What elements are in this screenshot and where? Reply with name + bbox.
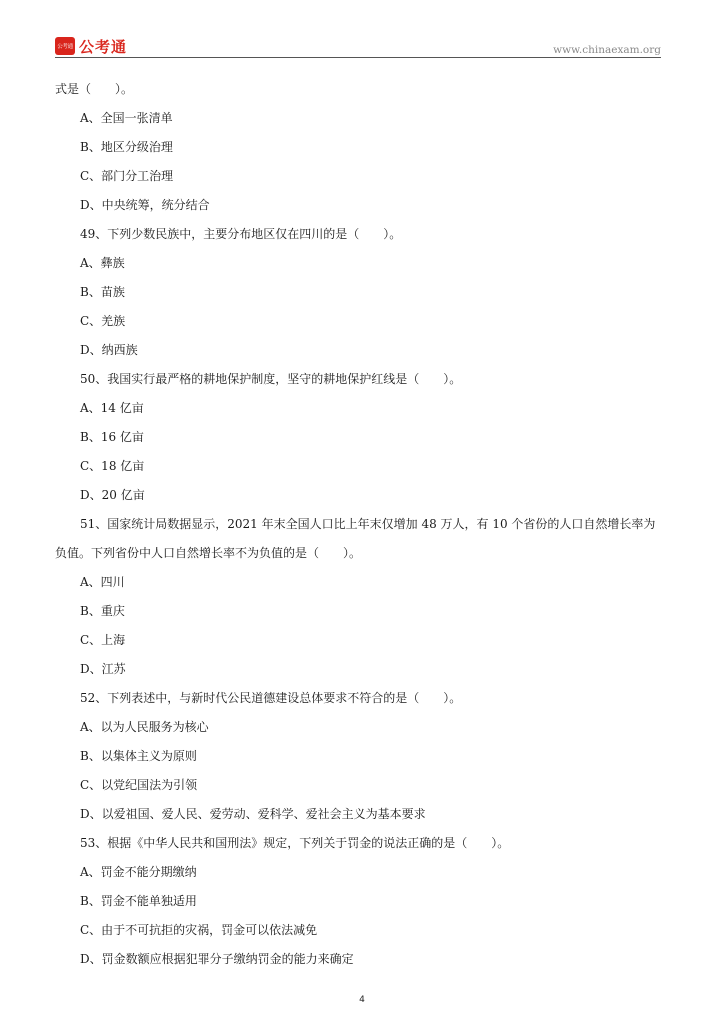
answer-option: D、纳西族 [80,343,138,357]
answer-option: B、地区分级治理 [80,140,173,154]
answer-option: A、罚金不能分期缴纳 [80,865,197,879]
answer-option: C、以党纪国法为引领 [80,778,198,792]
answer-option: D、罚金数额应根据犯罪分子缴纳罚金的能力来确定 [80,952,354,966]
question-text: 53、根据《中华人民共和国刑法》规定，下列关于罚金的说法正确的是（ ）。 [80,836,510,850]
answer-option: C、18 亿亩 [80,459,145,473]
header-divider [55,57,661,58]
answer-option: C、由于不可抗拒的灾祸，罚金可以依法减免 [80,923,318,937]
answer-option: C、部门分工治理 [80,169,174,183]
answer-option: B、重庆 [80,604,125,618]
logo-badge-icon: 公考通 [55,37,75,55]
question-text: 51、国家统计局数据显示，2021 年末全国人口比上年末仅增加 48 万人，有 10 个省份的人口自然增长率为 [80,517,656,531]
answer-option: D、20 亿亩 [80,488,145,502]
answer-option: D、中央统筹，统分结合 [80,198,210,212]
question-text: 式是（ ）。 [55,82,134,96]
answer-option: A、以为人民服务为核心 [80,720,209,734]
site-url: www.chinaexam.org [553,44,661,56]
question-text: 49、下列少数民族中，主要分布地区仅在四川的是（ ）。 [80,227,402,241]
page-number: 4 [359,995,365,1005]
answer-option: A、全国一张清单 [80,111,173,125]
answer-option: C、羌族 [80,314,126,328]
answer-option: B、以集体主义为原则 [80,749,197,763]
answer-option: B、罚金不能单独适用 [80,894,197,908]
answer-option: A、彝族 [80,256,125,270]
question-text: 50、我国实行最严格的耕地保护制度，坚守的耕地保护红线是（ ）。 [80,372,462,386]
logo-text: 公考通 [79,37,128,56]
answer-option: C、上海 [80,633,126,647]
page-header [55,34,661,58]
question-content [55,75,670,974]
question-text: 负值。下列省份中人口自然增长率不为负值的是（ ）。 [55,546,362,560]
brand-logo [55,36,127,56]
answer-option: B、16 亿亩 [80,430,144,444]
answer-option: B、苗族 [80,285,125,299]
answer-option: D、以爱祖国、爱人民、爱劳动、爱科学、爱社会主义为基本要求 [80,807,426,821]
answer-option: A、四川 [80,575,125,589]
answer-option: D、江苏 [80,662,126,676]
question-text: 52、下列表述中，与新时代公民道德建设总体要求不符合的是（ ）。 [80,691,462,705]
answer-option: A、14 亿亩 [80,401,144,415]
